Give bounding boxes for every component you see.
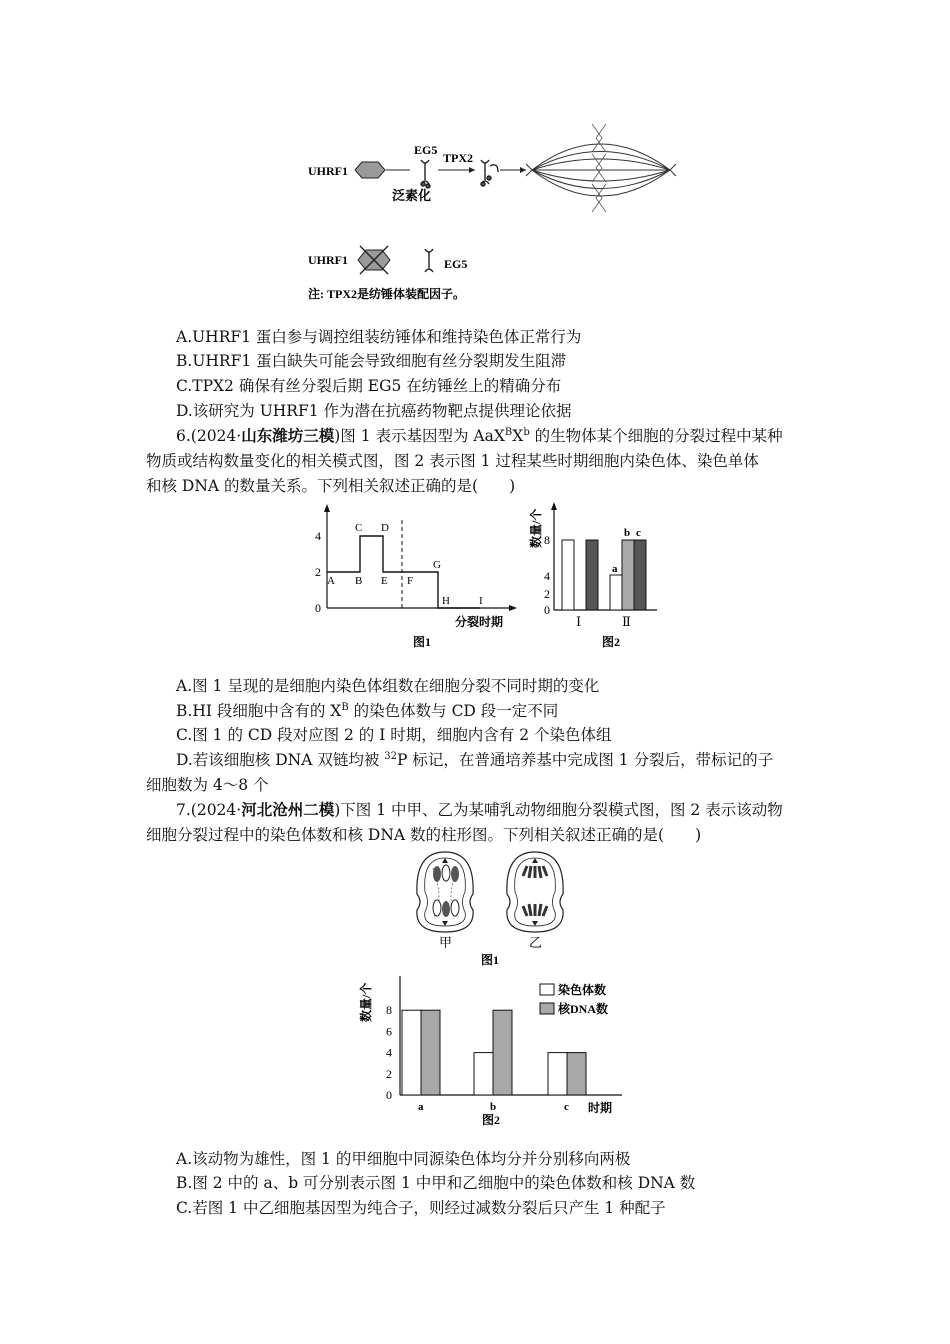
- bars-group: [386, 1003, 586, 1113]
- point-c: C: [355, 522, 363, 534]
- bar-2-dna: [634, 540, 646, 610]
- q6-option-a: A.图 1 呈现的是细胞内染色体组数在细胞分裂不同时期的变化: [176, 677, 600, 695]
- figure-title: 图1: [481, 953, 500, 967]
- eg5-icon: [421, 160, 430, 188]
- bar-2-chromatid: [622, 540, 634, 610]
- cell-yi-icon: [507, 852, 563, 932]
- y-tick-8: 8: [544, 533, 550, 547]
- y-axis-label: 数量/个: [529, 508, 543, 548]
- figure-title: 图2: [482, 1113, 501, 1127]
- q6-figure-1: [305, 500, 530, 655]
- point-i: I: [479, 595, 483, 607]
- eg5-label-bottom: EG5: [444, 257, 468, 271]
- uhrf1-protein-icon: [355, 162, 385, 178]
- bar-label-a: a: [612, 563, 618, 575]
- bar-2-chromosome: [610, 575, 622, 610]
- y-tick-label: 4: [386, 1045, 392, 1060]
- y-tick-label: 6: [386, 1024, 392, 1039]
- q5-option-d: D.该研究为 UHRF1 作为潜在抗癌药物靶点提供理论依据: [176, 402, 572, 420]
- q6-stem-line-1: 6.(2024·山东潍坊三模)图 1 表示基因型为 $AaX^BX^b$ 的生物体某个细胞的分裂过程中某种: [176, 426, 783, 445]
- q7-figure-1: [405, 846, 585, 968]
- q7-figure-2: [350, 972, 640, 1132]
- point-h: H: [442, 595, 450, 607]
- q7-stem-line-2: 细胞分裂过程中的染色体数和核 DNA 数的柱形图。下列相关叙述正确的是( ): [146, 826, 702, 844]
- cell-label-yi: 乙: [529, 935, 543, 950]
- category-label-c: c: [564, 1101, 569, 1113]
- bar-b-dna: [493, 1010, 512, 1095]
- q6-stem-line-3: 和核 DNA 的数量关系。下列相关叙述正确的是( ): [146, 477, 516, 495]
- category-label-b: b: [490, 1101, 497, 1113]
- pathway-figure: [300, 118, 690, 308]
- q6-option-d: D.若该细胞核 DNA 双链均被 $^{32}$P 标记，在普通培养基中完成图 1 分裂后，带标记的子: [176, 750, 774, 769]
- bar-label-c: c: [636, 527, 641, 539]
- x-axis-label: 分裂时期: [455, 615, 504, 629]
- cell-label-jia: 甲: [439, 935, 453, 950]
- point-e: E: [381, 575, 388, 587]
- step-line: [327, 536, 480, 608]
- y-tick-2: 2: [544, 587, 550, 601]
- legend-swatch-dna: [540, 1003, 554, 1014]
- point-d: D: [381, 522, 389, 534]
- q7-option-b: B.图 2 中的 a、b 可分别表示图 1 中甲和乙细胞中的染色体数和核 DNA 数: [176, 1174, 696, 1192]
- q7-option-c: C.若图 1 中乙细胞基因型为纯合子，则经过减数分裂后只产生 1 种配子: [176, 1199, 666, 1217]
- ubiquitination-label: 泛素化: [392, 188, 432, 203]
- y-tick-label: 0: [386, 1088, 392, 1102]
- q6-option-c: C.图 1 的 CD 段对应图 2 的 Ⅰ 时期，细胞内含有 2 个染色体组: [176, 726, 612, 744]
- tpx2-label: TPX2: [443, 151, 473, 165]
- category-label-a: a: [418, 1101, 424, 1113]
- legend-swatch-chromosome: [540, 984, 554, 995]
- figure-note: 注: TPX2是纺锤体装配因子。: [308, 287, 465, 301]
- y-tick-4: 4: [544, 569, 550, 583]
- y-tick-0: 0: [544, 603, 550, 617]
- bar-c-chromosome: [548, 1053, 567, 1095]
- bar-label-b: b: [624, 527, 631, 539]
- bar-a-chromosome: [402, 1010, 421, 1095]
- bar-b-chromosome: [474, 1053, 493, 1095]
- y-tick-2: 2: [315, 565, 321, 579]
- uhrf1-deleted-icon: [358, 246, 390, 274]
- eg5-free-icon: [425, 249, 433, 272]
- y-axis-label: 数量/个: [359, 982, 373, 1022]
- q5-option-a: A.UHRF1 蛋白参与调控组装纺锤体和维持染色体正常行为: [176, 328, 582, 346]
- bar-1-dna: [586, 540, 598, 610]
- q6-option-b: B.HI 段细胞中含有的 $X^B$ 的染色体数与 CD 段一定不同: [176, 701, 559, 720]
- point-b: B: [355, 575, 363, 587]
- y-tick-0: 0: [315, 601, 321, 615]
- x-axis-label: 时期: [588, 1101, 613, 1115]
- uhrf1-label: UHRF1: [308, 164, 348, 178]
- cell-jia-icon: [417, 852, 473, 932]
- eg5-tpx2-complex-icon: [481, 160, 498, 186]
- q6-figure-2: [522, 500, 672, 655]
- legend-label-chromosome: 染色体数: [558, 983, 607, 997]
- bar-1-chromosome: [562, 540, 574, 610]
- figure-title: 图1: [413, 635, 432, 649]
- point-a: A: [327, 575, 335, 587]
- q7-stem-line-1: 7.(2024·河北沧州二模)下图 1 中甲、乙为某哺乳动物细胞分裂模式图，图 2 表示该动物: [176, 800, 783, 819]
- uhrf1-label-bottom: UHRF1: [308, 253, 348, 267]
- q6-stem-line-2: 物质或结构数量变化的相关模式图，图 2 表示图 1 过程某些时期细胞内染色体、染色单体: [146, 452, 759, 470]
- bar-c-dna: [567, 1053, 586, 1095]
- bar-a-dna: [421, 1010, 440, 1095]
- q7-option-a: A.该动物为雄性，图 1 的甲细胞中同源染色体均分并分别移向两极: [176, 1150, 631, 1168]
- category-1: Ⅰ: [576, 614, 582, 629]
- q5-option-b: B.UHRF1 蛋白缺失可能会导致细胞有丝分裂期发生阻滞: [176, 352, 567, 370]
- point-g: G: [433, 559, 441, 571]
- chromosome-icons: [592, 124, 606, 212]
- q5-option-c: C.TPX2 确保有丝分裂后期 EG5 在纺锤丝上的精确分布: [176, 377, 562, 395]
- y-tick-label: 2: [386, 1066, 392, 1081]
- y-tick-4: 4: [315, 529, 321, 543]
- figure-title: 图2: [602, 635, 621, 649]
- category-2: Ⅱ: [622, 614, 631, 629]
- point-f: F: [407, 575, 414, 587]
- eg5-label-top: EG5: [414, 143, 438, 157]
- legend-label-dna: 核DNA数: [558, 1002, 608, 1016]
- y-tick-label: 8: [386, 1003, 392, 1018]
- q6-option-d-cont: 细胞数为 4～8 个: [146, 776, 269, 794]
